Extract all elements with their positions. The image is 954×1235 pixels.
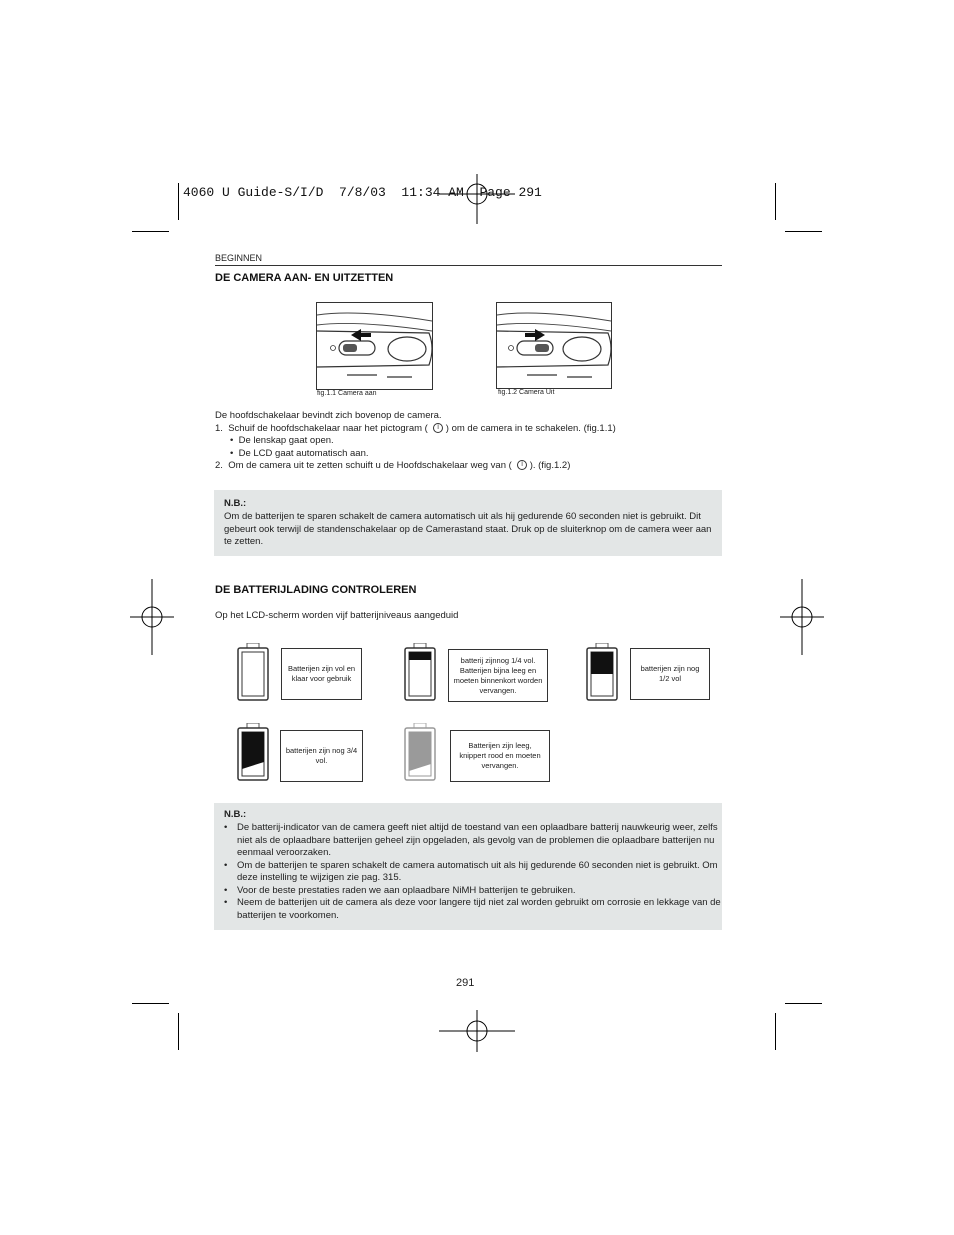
battery-label: batterijen zijn nog 3/4 vol. <box>280 730 363 782</box>
step-text: Schuif de hoofdschakelaar naar het pictogram ( <box>228 423 428 434</box>
header-rule <box>215 265 722 266</box>
figure-camera-on <box>316 302 433 390</box>
heading-battery-check: DE BATTERIJLADING CONTROLEREN <box>215 584 417 596</box>
bullet-item: • De LCD gaat automatisch aan. <box>230 448 369 459</box>
battery-icon-quarter <box>404 643 436 701</box>
section-label: BEGINNEN <box>215 253 263 263</box>
crop-mark <box>178 183 179 220</box>
bullet-text: De LCD gaat automatisch aan. <box>238 448 369 459</box>
note-item: • Neem de batterijen uit de camera als deze voor langere tijd niet zal worden gebruikt om corrosie en lekkage van de batterijen te voorkomen. <box>237 897 727 922</box>
crop-mark <box>785 231 822 232</box>
battery-label: batterij zijnnog 1/4 vol. Batterijen bijna leeg en moeten binnenkort worden vervangen. <box>448 649 548 702</box>
print-slug: 4060 U Guide-S/I/D 7/8/03 11:34 AM Page 291 <box>183 185 542 200</box>
battery-intro: Op het LCD-scherm worden vijf batterijniveaus aangeduid <box>215 610 459 621</box>
note-title: N.B.: <box>224 809 247 820</box>
battery-icon-empty <box>404 723 436 781</box>
heading-camera-on-off: DE CAMERA AAN- EN UITZETTEN <box>215 272 394 284</box>
step-number: 2. <box>215 460 223 471</box>
bullet-item: • De lenskap gaat open. <box>230 435 334 446</box>
note-box-2 <box>214 803 722 930</box>
page-number: 291 <box>456 977 475 989</box>
registration-mark-bottom <box>439 1010 515 1052</box>
note-box-1 <box>214 490 722 556</box>
figure-caption-2: fig.1.2 Camera Uit <box>498 389 555 396</box>
battery-label: Batterijen zijn leeg, knippert rood en moeten vervangen. <box>450 730 550 782</box>
intro-text: De hoofdschakelaar bevindt zich bovenop de camera. <box>215 410 442 421</box>
crop-mark <box>775 183 776 220</box>
figure-caption-1: fig.1.1 Camera aan <box>317 390 377 397</box>
power-icon: I <box>517 460 527 470</box>
registration-mark-left <box>130 579 174 655</box>
camera-top-illustration <box>497 303 611 388</box>
step-text: ). (fig.1.2) <box>529 460 571 471</box>
registration-mark-right <box>780 579 824 655</box>
step-2 <box>215 460 570 473</box>
note-item: • Voor de beste prestaties raden we aan oplaadbare NiMH batterijen te gebruiken. <box>237 885 727 898</box>
crop-mark <box>132 231 169 232</box>
step-1 <box>215 423 616 436</box>
battery-icon-three-quarters <box>237 723 269 781</box>
note-list <box>215 822 727 922</box>
bullet-text: De lenskap gaat open. <box>238 435 334 446</box>
crop-mark <box>775 1013 776 1050</box>
power-icon: I <box>433 423 443 433</box>
crop-mark <box>132 1003 169 1004</box>
step-number: 1. <box>215 423 223 434</box>
battery-icon-half <box>586 643 618 701</box>
note-text: Om de batterijen te sparen schakelt de camera automatisch uit als hij gedurende 60 seconden niet is gebruikt. Dit gebeurt ook terwijl de standenschakelaar op de Camerastand staat. Druk op de sluiterknop om de camera weer aan te zetten. <box>224 511 712 547</box>
note-item: • Om de batterijen te sparen schakelt de camera automatisch uit als hij gedurende 60 seconden niet is gebruikt. Om deze instelling te wijzigen zie pag. 315. <box>237 860 727 885</box>
battery-label: batterijen zijn nog 1/2 vol <box>630 648 710 700</box>
battery-label: Batterijen zijn vol en klaar voor gebruik <box>281 648 362 700</box>
battery-icon-full <box>237 643 269 701</box>
step-text: ) om de camera in te schakelen. (fig.1.1) <box>445 423 616 434</box>
note-title: N.B.: <box>224 498 247 509</box>
crop-mark <box>785 1003 822 1004</box>
figure-camera-off <box>496 302 612 389</box>
step-text: Om de camera uit te zetten schuift u de Hoofdschakelaar weg van ( <box>228 460 512 471</box>
camera-top-illustration <box>317 303 432 389</box>
note-item: • De batterij-indicator van de camera geeft niet altijd de toestand van een oplaadbare batterij nauwkeurig weer, zelfs niet als de oplaadbare batterijen geheel zijn opgeladen, als gevolg van de problemen die oplaadbare batterijen nu eenmaal veroorzaken. <box>237 822 727 860</box>
crop-mark <box>178 1013 179 1050</box>
